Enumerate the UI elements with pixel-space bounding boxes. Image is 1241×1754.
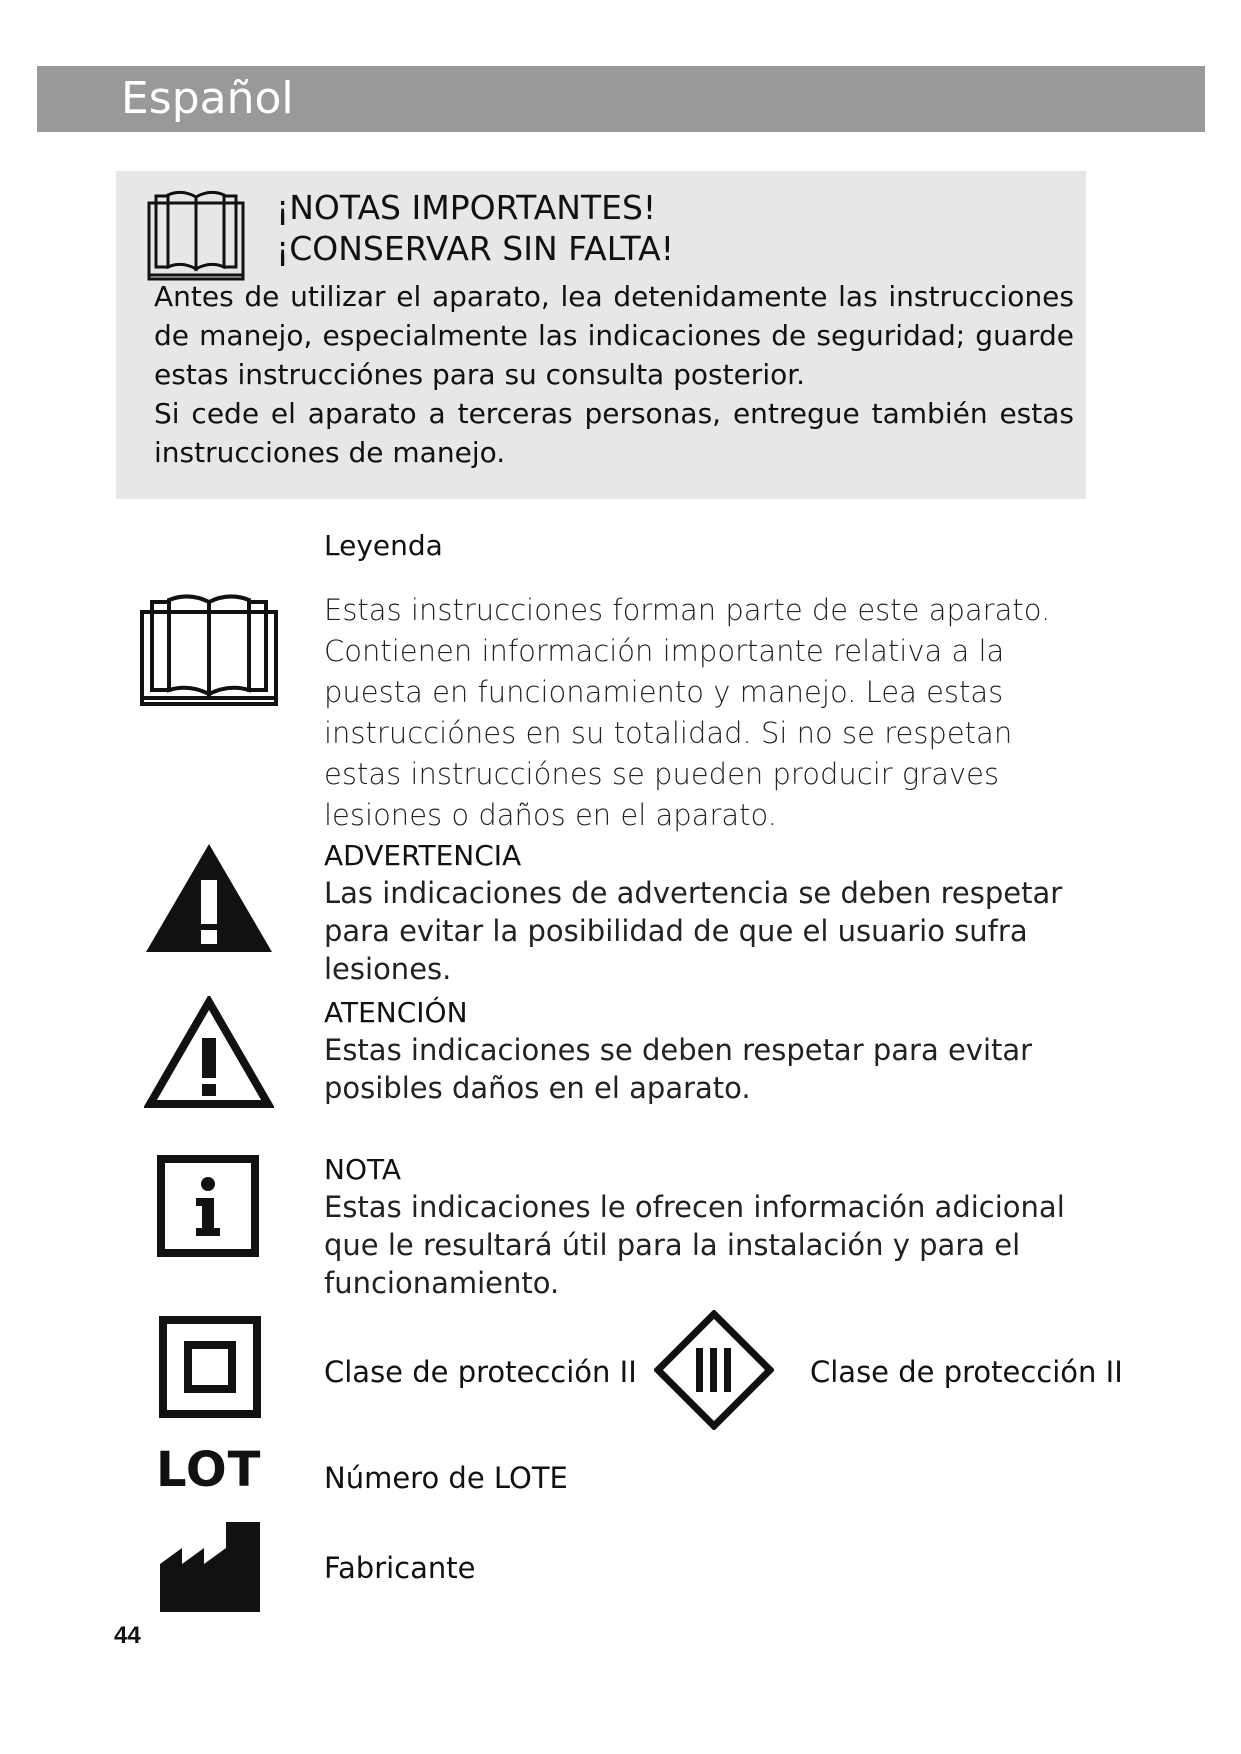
notes-title-line1: ¡NOTAS IMPORTANTES! [276, 188, 657, 227]
warning-filled-triangle-icon [144, 842, 274, 954]
note-description: Estas indicaciones le ofrecen información adicional que le resultará útil para la instalación y para el funcionamiento. [324, 1190, 1065, 1300]
info-icon [156, 1154, 260, 1258]
warning-description: Las indicaciones de advertencia se deben respetar para evitar la posibilidad de que el usuario sufra lesiones. [324, 876, 1063, 986]
lot-icon: LOT [156, 1442, 262, 1498]
manufacturer-label: Fabricante [324, 1551, 476, 1585]
caution-block [324, 995, 1084, 1107]
notes-title-line2: ¡CONSERVAR SIN FALTA! [276, 229, 674, 268]
page-number: 44 [114, 1622, 141, 1649]
protection-class-2-icon [158, 1315, 262, 1419]
important-notes-box [116, 171, 1086, 499]
book-description: Estas instrucciones forman parte de este aparato. Contienen información importante relativa a la puesta en funcionamiento y manejo. Lea estas instrucciónes en su totalidad. Si no se respetan estas instrucciónes se pueden producir graves lesiones o daños en el aparato. [324, 593, 1051, 832]
protection-class-2-label: Clase de protección II [324, 1355, 637, 1389]
notes-title [276, 187, 674, 269]
caution-title: ATENCIÓN [324, 996, 468, 1029]
protection-class-3-icon [654, 1310, 774, 1430]
language-title: Español [121, 73, 294, 124]
warning-title: ADVERTENCIA [324, 839, 522, 872]
manufacturer-factory-icon [160, 1518, 260, 1612]
notes-paragraph-1: Antes de utilizar el aparato, lea detenidamente las instrucciones de manejo, especialmente las indicaciones de seguridad; guarde estas instrucciónes para su consulta posterior. [154, 280, 1074, 391]
book-icon [146, 183, 246, 283]
notes-body [154, 277, 1074, 472]
notes-paragraph-2: Si cede el aparato a terceras personas, entregue también estas instrucciones de manejo. [154, 397, 1074, 469]
note-block [324, 1152, 1084, 1302]
lot-label: Número de LOTE [324, 1461, 568, 1495]
book-icon [139, 590, 279, 708]
warning-block [324, 838, 1084, 988]
legend-title: Leyenda [324, 529, 443, 562]
caution-description: Estas indicaciones se deben respetar para evitar posibles daños en el aparato. [324, 1033, 1033, 1105]
language-header [37, 66, 1205, 132]
protection-class-3-label: Clase de protección II [810, 1355, 1123, 1389]
note-title: NOTA [324, 1153, 402, 1186]
caution-outline-triangle-icon [144, 996, 274, 1110]
